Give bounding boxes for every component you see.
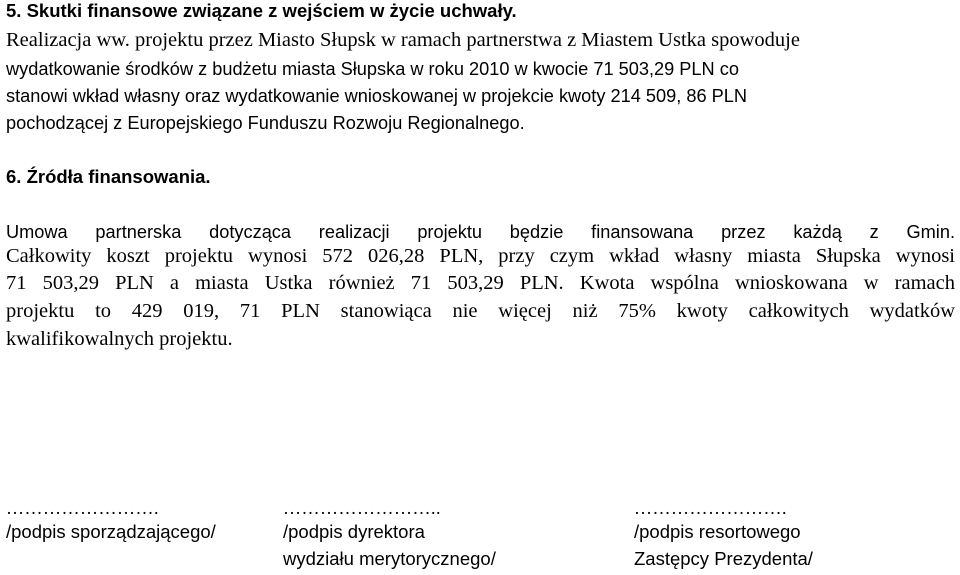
signature-label-deputy-title: Zastępcy Prezydenta/ — [634, 548, 813, 569]
section-5-line-3: stanowi wkład własny oraz wydatkowanie wnioskowanej w projekcie kwoty 214 509, 86 PLN — [6, 86, 748, 106]
signature-label-director-dept: wydziału merytorycznego/ — [283, 548, 496, 569]
section-5-line-1: Realizacja ww. projektu przez Miasto Słupsk w ramach partnerstwa z Miastem Ustka spowoduje — [6, 29, 800, 51]
signature-dots-director: …………………….. — [283, 498, 441, 518]
section-6-line-1: Umowa partnerska dotycząca realizacji projektu będzie finansowana przez każdą z Gmin. — [6, 222, 955, 242]
section-5-heading: 5. Skutki finansowe związane z wejściem w życie uchwały. — [6, 0, 517, 21]
signature-label-deputy: /podpis resortowego — [634, 521, 801, 542]
signature-dots-preparer: ……………………. — [6, 498, 159, 518]
section-6-line-3: 71 503,29 PLN a miasta Ustka również 71 503,29 PLN. Kwota wspólna wnioskowana w ramach — [6, 272, 955, 294]
signature-label-preparer: /podpis sporządzającego/ — [6, 521, 216, 542]
section-5-line-4: pochodzącej z Europejskiego Funduszu Rozwoju Regionalnego. — [6, 113, 525, 133]
section-5-line-2: wydatkowanie środków z budżetu miasta Słupska w roku 2010 w kwocie 71 503,29 PLN co — [6, 59, 739, 79]
section-6-line-4: projektu to 429 019, 71 PLN stanowiąca nie więcej niż 75% kwoty całkowitych wydatków — [6, 300, 955, 322]
section-6-line-2: Całkowity koszt projektu wynosi 572 026,28 PLN, przy czym wkład własny miasta Słupska wynosi — [6, 245, 955, 267]
section-6-line-5: kwalifikowalnych projektu. — [6, 328, 233, 350]
signature-dots-deputy: ……………………. — [634, 498, 787, 518]
signature-label-director: /podpis dyrektora — [283, 521, 425, 542]
section-6-heading: 6. Źródła finansowania. — [6, 166, 211, 187]
